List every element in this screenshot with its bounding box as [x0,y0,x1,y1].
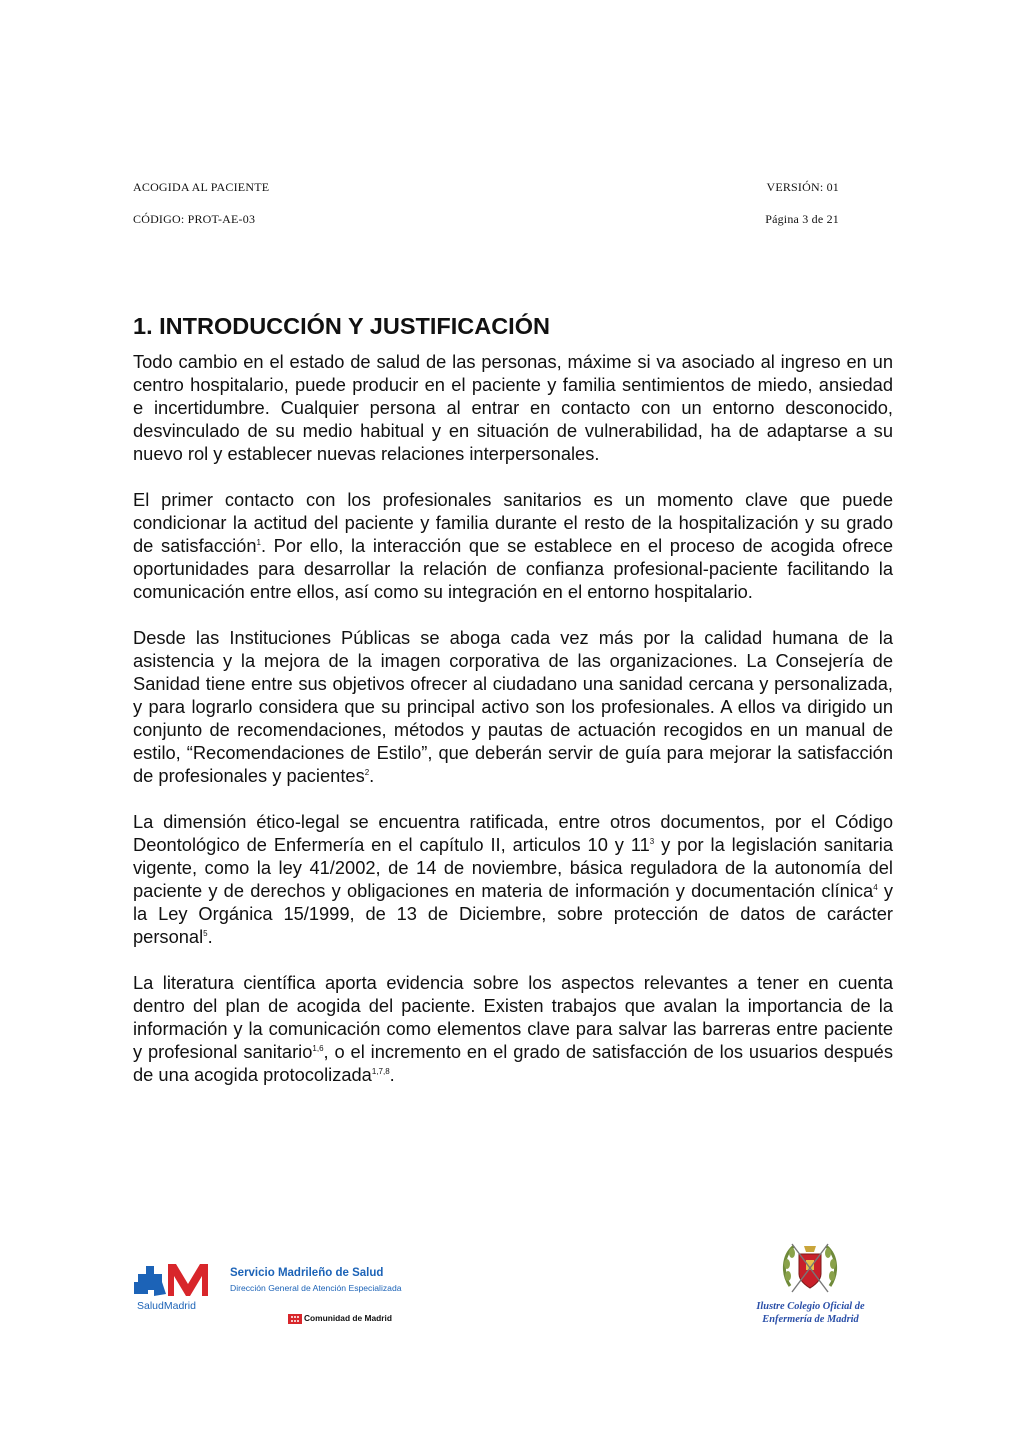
footnote-ref: 5 [203,929,208,938]
section-title: 1. INTRODUCCIÓN Y JUSTIFICACIÓN [133,313,550,339]
footnote-ref: 1,6 [312,1044,324,1053]
colegio-enfermeria-logo [748,1238,873,1330]
footnote-ref: 1 [256,538,261,547]
salud-madrid-logo [132,1262,432,1332]
paragraph-3: Desde las Instituciones Públicas se aboga cada vez más por la calidad humana de la asistencia y la mejora de la imagen corporativa de las organizaciones. La Consejería de Sanidad tiene entre sus objetivos ofrecer al ciudadano una sanidad cercana y personalizada, y para lograrlo considera que su principal activo son los profesionales. A ellos va dirigido un conjunto de recomendaciones, métodos y pautas de actuación recogidos en un manual de estilo, “Recomendaciones de Estilo”, que deberán servir de guía para mejorar la satisfacción de profesionales y pacientes$^2$. [133,627,893,786]
header-doc-title: ACOGIDA AL PACIENTE [133,180,270,194]
paragraph-1: Todo cambio en el estado de salud de las personas, máxime si va asociado al ingreso en un centro hospitalario, puede producir en el paciente y familia sentimientos de miedo, ansiedad e incertidumbre. Cualquier persona al entrar en contacto con un entorno desconocido, desvinculado de su medio habitual y en situación de vulnerabilidad, ha de adaptarse a su nuevo rol y establecer nuevas relaciones interpersonales. [133,351,893,464]
service-subtitle: Dirección General de Atención Especializada [230,1283,402,1293]
paragraph-4: La dimensión ético-legal se encuentra ratificada, entre otros documentos, por el Código Deontológico de Enfermería en el capítulo II, articulos 10 y $11^3$ y por la legislación sanitaria vigente, como la ley 41/2002, de 14 de noviembre, básica reguladora de la autonomía del paciente y de derechos y obligaciones en materia de información y documentación clínica$^4$ y la Ley Orgánica 15/1999, de 13 de Diciembre, sobre protección de datos de carácter personal$^5$. [133,811,893,947]
colegio-name: Ilustre Colegio Oficial de Enfermería de Madrid [756,1301,865,1325]
footnote-ref: 2 [364,768,370,777]
salud-madrid-emblem-icon [132,1262,222,1300]
footnote-ref: 3 [649,837,655,846]
salud-madrid-label: SaludMadrid [137,1300,196,1312]
service-name: Servicio Madrileño de Salud [230,1267,384,1279]
paragraph-2: El primer contacto con los profesionales sanitarios es un momento clave que puede condicionar la actitud del paciente y familia durante el resto de la hospitalización y su grado de satisfacción$^1$. Por ello, la interacción que se establece en el proceso de acogida ofrece oportunidades para desarrollar la relación de confianza profesional-paciente facilitando la comunicación entre ellos, así como su integración en el entorno hospitalario. [133,489,893,602]
colegio-crest-icon [780,1238,840,1296]
header-version: VERSIÓN: 01 [766,180,839,194]
header-page-number: Página 3 de 21 [765,212,839,226]
header-code: CÓDIGO: PROT-AE-03 [133,212,256,226]
footnote-ref: 1,7,8 [371,1067,390,1076]
comunidad-madrid-label: Comunidad de Madrid [304,1313,392,1323]
document-body [133,350,893,1086]
comunidad-flag-icon [288,1314,302,1324]
paragraph-5: La literatura científica aporta evidencia sobre los aspectos relevantes a tener en cuenta dentro del plan de acogida del paciente. Existen trabajos que avalan la importancia de la información y la comunicación como elementos clave para salvar las barreras entre paciente y profesional sanitario$^{1,6}$, o el incremento en el grado de satisfacción de los usuarios después de una acogida protocolizada$^{1,7,8}$. [133,972,893,1085]
footnote-ref: 4 [873,883,878,892]
